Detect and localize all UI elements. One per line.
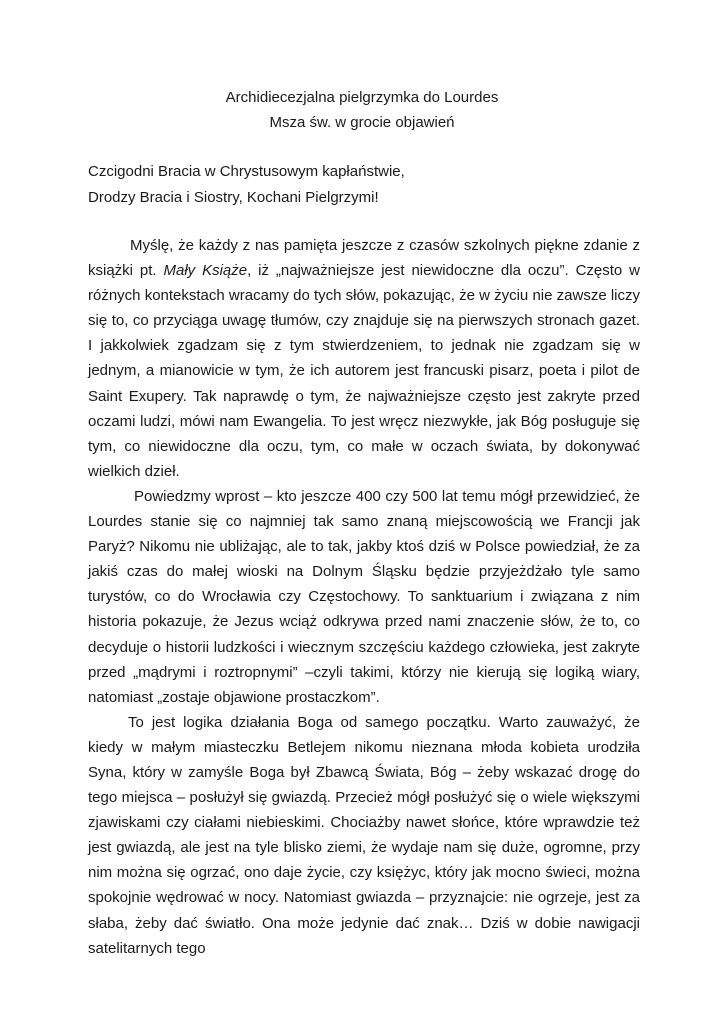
- document-body: [88, 233, 640, 961]
- document-title: Archidiecezjalna pielgrzymka do Lourdes: [225, 89, 499, 106]
- greeting-line: Czcigodni Bracia w Chrystusowym kapłaństwie,: [88, 163, 405, 180]
- greeting-line: Drodzy Bracia i Siostry, Kochani Pielgrzymi!: [88, 189, 379, 206]
- paragraph: [88, 233, 640, 484]
- book-title: Mały Książe: [163, 262, 248, 280]
- paragraph: To jest logika działania Boga od samego początku. Warto zauważyć, że kiedy w małym miasteczku Betlejem nikomu nieznana młoda kobieta urodziła Syna, który w zamyśle Boga był Zbawcą Świata, Bóg – żeby wskazać drogę do tego miejsca – posłużył się gwiazdą. Przecież mógł posłużyć się o wiele większymi zjawiskami czy ciałami niebieskimi. Chociażby nawet słońce, które wprawdzie też jest gwiazdą, ale jest na tyle blisko ziemi, że wydaje nam się duże, ogromne, przy nim można się ogrzać, ono daje życie, czy księżyc, który jak mocno świeci, można spokojnie wędrować w nocy. Natomiast gwiazda – przyznajcie: nie ogrzeje, jest za słaba, żeby dać światło. Ona może jedynie dać znak… Dziś w dobie nawigacji satelitarnych tego: [88, 713, 640, 957]
- greeting: [88, 159, 648, 211]
- document-header: [0, 85, 724, 135]
- paragraph-text: Myślę, że każdy z nas pamięta jeszcze z czasów szkolnych piękne zdanie z książki pt.: [88, 237, 640, 280]
- paragraph: Powiedzmy wprost – kto jeszcze 400 czy 500 lat temu mógł przewidzieć, że Lourdes stanie się co najmniej tak samo znaną miejscowością we Francji jak Paryż? Nikomu nie ubliżając, ale to tak, jakby ktoś dziś w Polsce powiedział, że za jakiś czas do małej wioski na Dolnym Śląsku będzie przyjeżdżało tyle samo turystów, co do Wrocławia czy Częstochowy. To sanktuarium i związana z nim historia pokazuje, że Jezus wciąż odkrywa przed nami znaczenie słów, że to, co decyduje o historii ludzkości i wiecznym szczęściu każdego człowieka, jest zakryte przed „mądrymi i roztropnymi” –czyli takimi, którzy nie kierują się logiką wiary, natomiast „zostaje objawione prostaczkom”.: [88, 487, 640, 706]
- paragraph-text: , iż „najważniejsze jest niewidoczne dla oczu”. Często w różnych kontekstach wracamy do tych słów, pokazując, że w życiu nie zawsze liczy się to, co przyciąga uwagę tłumów, czy znajduje się na pierwszych stronach gazet. I jakkolwiek zgadzam się z tym stwierdzeniem, to jednak nie zgadzam się w jednym, a mianowicie w tym, że ich autorem jest francuski pisarz, poeta i pilot de Saint Exupery. Tak naprawdę o tym, że najważniejsze często jest zakryte przed oczami ludzi, mówi nam Ewangelia. To jest wręcz niezwykłe, jak Bóg posługuje się tym, co niewidoczne dla oczu, tym, co małe w oczach świata, by dokonywać wielkich dzieł.: [88, 262, 641, 480]
- document-subtitle: Msza św. w grocie objawień: [269, 114, 455, 131]
